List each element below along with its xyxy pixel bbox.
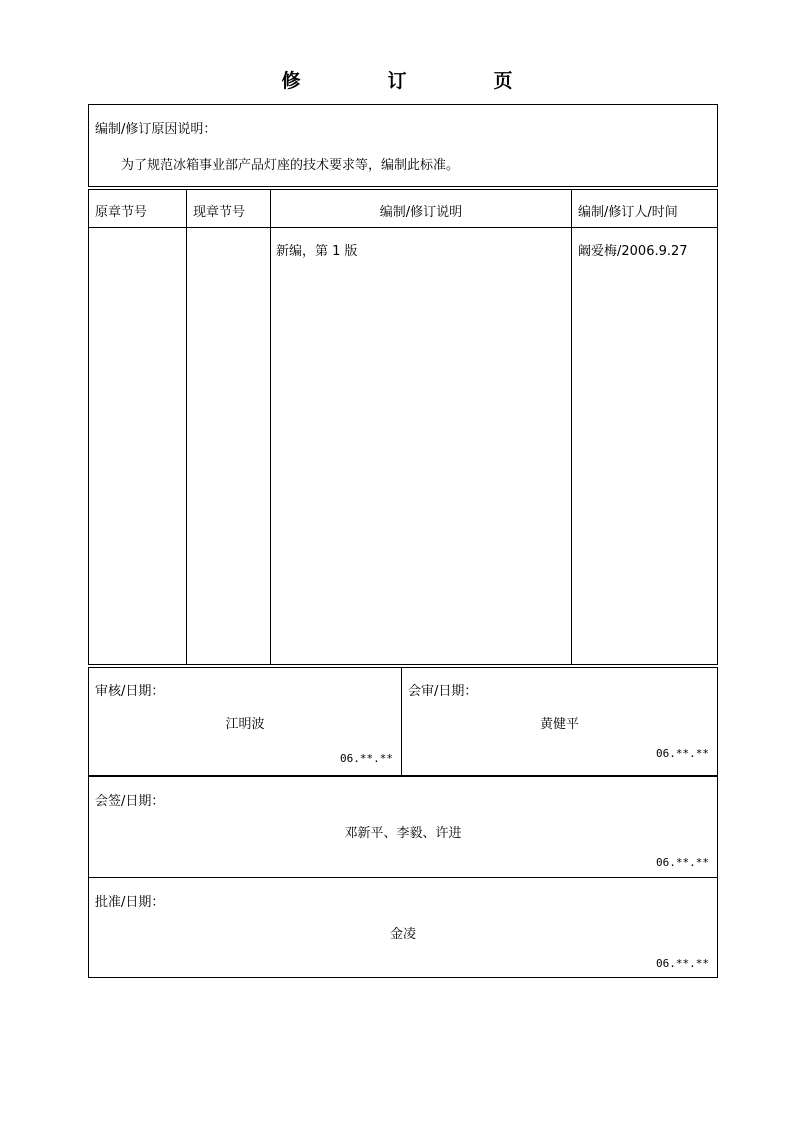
header-author-time: 编制/修订人/时间 [578,205,678,220]
reason-section [88,104,718,187]
joint-review-label: 会审/日期： [408,684,478,699]
countersign-name: 邓新平、李毅、许进 [344,826,462,841]
revision-table [88,189,718,665]
countersign-section [88,776,718,878]
review-section [88,667,718,776]
header-description: 编制/修订说明 [379,205,463,220]
row-description: 新编，第 1 版 [276,244,358,259]
approval-name: 金凌 [389,927,416,942]
joint-review-date: 06.**.** [656,747,709,760]
countersign-date: 06.**.** [656,856,709,869]
approval-date: 06.**.** [656,957,709,970]
header-original-section: 原章节号 [95,205,148,220]
countersign-label: 会签/日期： [95,794,165,809]
row-author-time: 阚爱梅/2006.9.27 [578,244,688,259]
review-name: 江明波 [225,717,265,732]
column-divider [186,190,187,664]
joint-review-name: 黄健平 [539,717,579,732]
reason-text: 为了规范冰箱事业部产品灯座的技术要求等，编制此标准。 [121,158,460,173]
header-divider [89,227,717,228]
page-title: 修 订 页 [281,70,547,92]
reason-label: 编制/修订原因说明： [95,122,217,137]
column-divider [270,190,271,664]
approval-section [88,877,718,978]
approval-label: 批准/日期： [95,895,165,910]
column-divider [571,190,572,664]
review-label: 审核/日期： [95,684,165,699]
header-current-section: 现章节号 [193,205,246,220]
review-date: 06.**.** [340,752,393,765]
